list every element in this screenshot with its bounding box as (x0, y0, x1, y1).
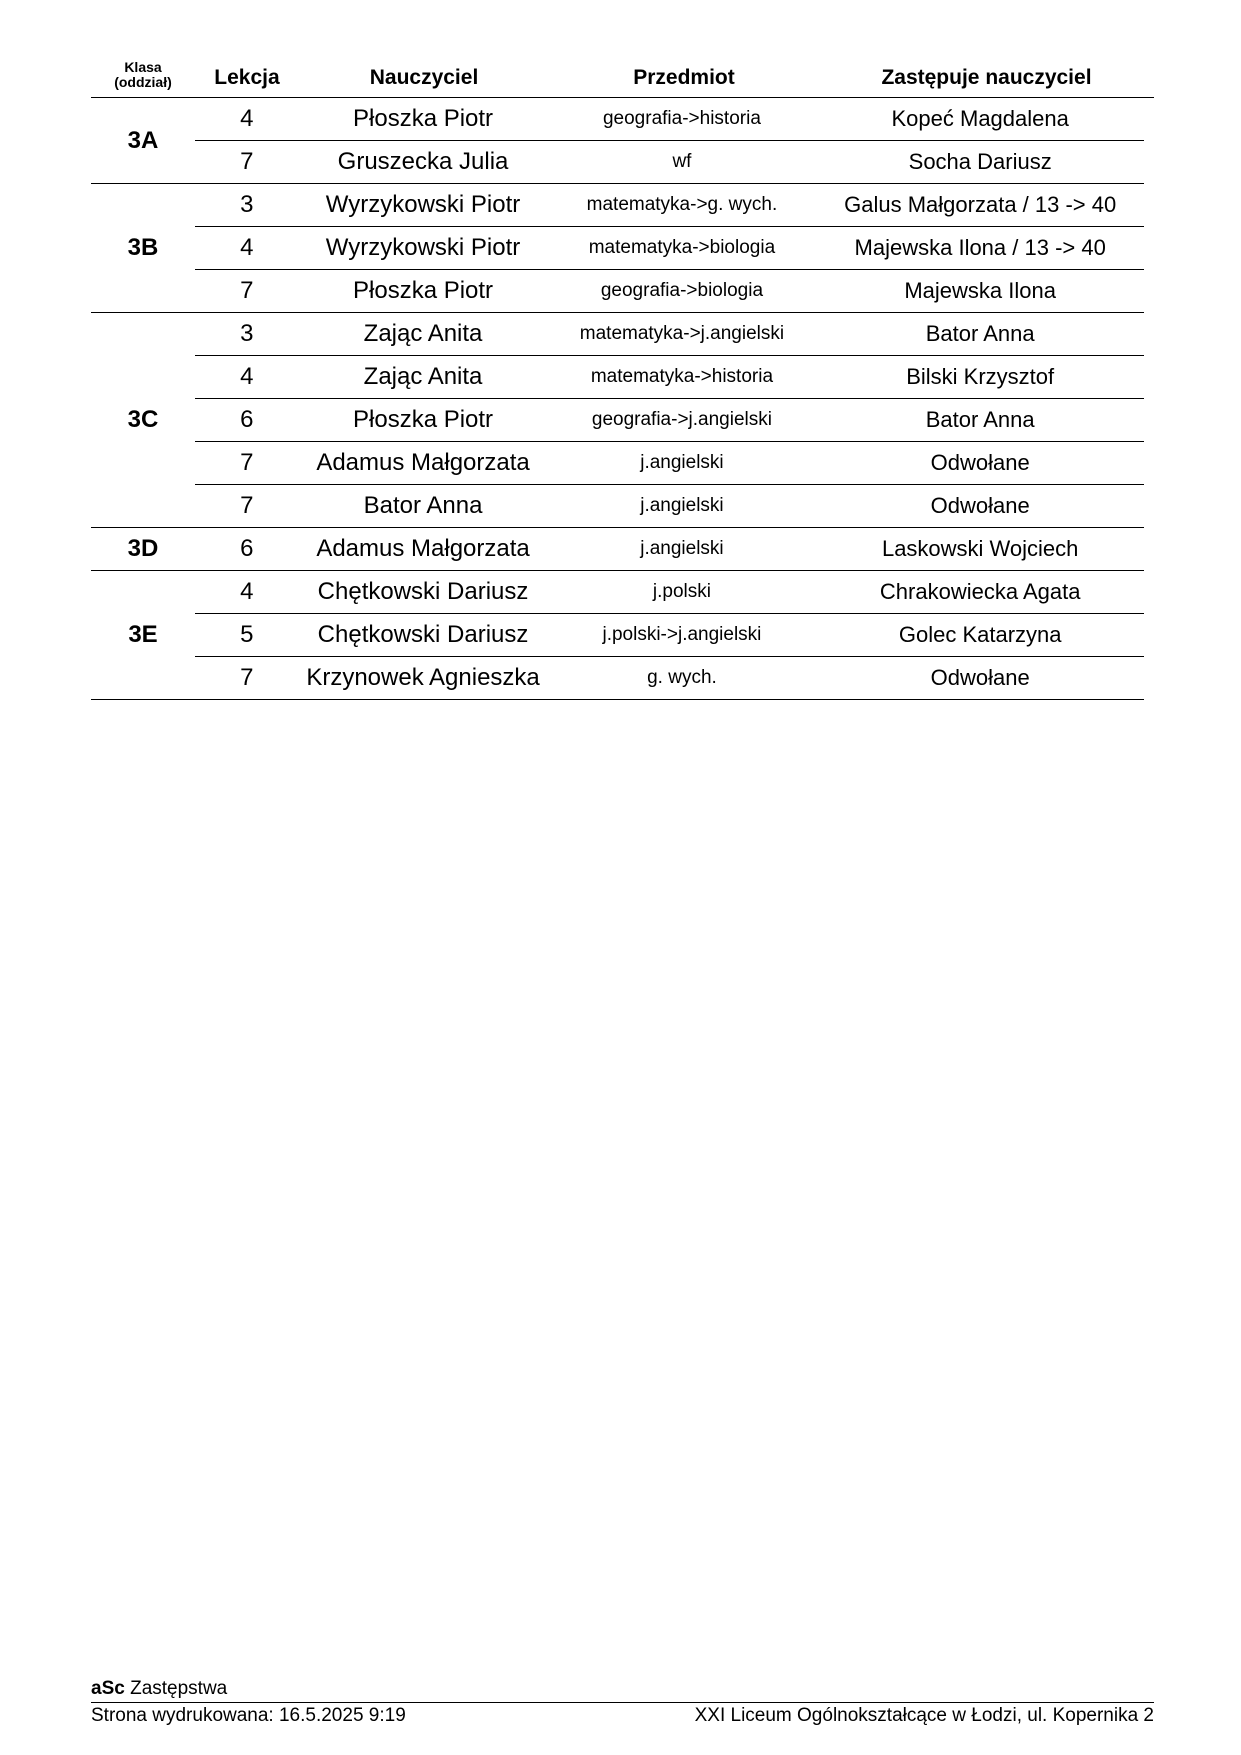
subject: matematyka->j.angielski (579, 323, 785, 344)
header-zastepuje: Zastępuje nauczyciel (881, 66, 1092, 89)
substitute-teacher: Odwołane (930, 493, 1030, 518)
subject: j.polski->j.angielski (602, 624, 762, 645)
lesson-number: 3 (240, 320, 254, 347)
teacher-name: Adamus Małgorzata (316, 449, 530, 476)
class-group (91, 571, 1144, 700)
table-header (91, 57, 1154, 98)
table-row (195, 227, 1144, 270)
substitute-teacher: Majewska Ilona (904, 278, 1056, 303)
lesson-number: 4 (240, 105, 254, 132)
lesson-number: 6 (240, 535, 254, 562)
lesson-number: 7 (240, 148, 254, 175)
substitute-teacher: Bator Anna (925, 407, 1035, 432)
lesson-number: 4 (240, 578, 254, 605)
substitute-teacher: Bilski Krzysztof (906, 364, 1055, 389)
teacher-name: Gruszecka Julia (337, 148, 509, 175)
table-row (195, 571, 1144, 614)
table-row (195, 270, 1144, 312)
lesson-number: 7 (240, 492, 254, 519)
substitute-teacher: Golec Katarzyna (898, 622, 1062, 647)
teacher-name: Płoszka Piotr (353, 406, 494, 433)
subject: matematyka->biologia (588, 237, 776, 258)
footer-school-name: XXI Liceum Ogólnokształcące w Łodzi, ul. Kopernika 2 (694, 1705, 1154, 1726)
teacher-name: Chętkowski Dariusz (317, 621, 529, 648)
class-label: 3D (127, 535, 159, 562)
subject: g. wych. (647, 667, 717, 688)
lesson-number: 5 (240, 621, 254, 648)
class-label: 3B (127, 234, 159, 261)
table-row (195, 657, 1144, 699)
table-row (195, 399, 1144, 442)
header-nauczyciel: Nauczyciel (369, 66, 479, 89)
lesson-number: 3 (240, 191, 254, 218)
substitute-teacher: Chrakowiecka Agata (879, 579, 1081, 604)
subject: geografia->j.angielski (591, 409, 772, 430)
table-row (195, 184, 1144, 227)
header-przedmiot: Przedmiot (633, 66, 735, 89)
table-row (195, 485, 1144, 527)
lesson-number: 6 (240, 406, 254, 433)
subject: j.angielski (640, 538, 724, 559)
class-group (91, 184, 1144, 313)
class-group (91, 528, 1144, 571)
substitutions-table (91, 98, 1144, 700)
lesson-number: 7 (240, 449, 254, 476)
teacher-name: Płoszka Piotr (353, 277, 494, 304)
table-row (195, 442, 1144, 485)
teacher-name: Zając Anita (363, 320, 483, 347)
subject: j.angielski (640, 452, 724, 473)
substitute-teacher: Laskowski Wojciech (881, 536, 1079, 561)
lesson-number: 4 (240, 363, 254, 390)
substitute-teacher: Odwołane (930, 450, 1030, 475)
substitute-teacher: Majewska Ilona / 13 -> 40 (854, 235, 1106, 260)
teacher-name: Adamus Małgorzata (316, 535, 530, 562)
subject: geografia->biologia (600, 280, 764, 301)
subject: matematyka->historia (590, 366, 774, 387)
footer-app-brand: aSc (91, 1678, 125, 1699)
teacher-name: Zając Anita (363, 363, 483, 390)
class-label: 3A (127, 126, 159, 154)
footer-app-title: Zastępstwa (130, 1678, 228, 1699)
lesson-number: 4 (240, 234, 254, 261)
substitute-teacher: Odwołane (930, 665, 1030, 690)
subject: matematyka->g. wych. (586, 194, 778, 215)
teacher-name: Krzynowek Agnieszka (306, 664, 540, 691)
class-label: 3E (128, 621, 158, 648)
substitute-teacher: Kopeć Magdalena (891, 106, 1069, 131)
page-footer (91, 1678, 1154, 1727)
table-row (195, 356, 1144, 399)
header-klasa: Klasa (oddział) (114, 59, 172, 90)
footer-app-name (91, 1678, 1154, 1703)
header-lekcja: Lekcja (214, 66, 280, 89)
substitute-teacher: Socha Dariusz (908, 149, 1052, 174)
class-group (91, 313, 1144, 528)
class-group (91, 98, 1144, 184)
table-row (195, 614, 1144, 657)
teacher-name: Płoszka Piotr (353, 105, 494, 132)
teacher-name: Wyrzykowski Piotr (325, 234, 521, 261)
subject: wf (672, 151, 692, 172)
substitute-teacher: Galus Małgorzata / 13 -> 40 (844, 192, 1117, 217)
table-row (195, 313, 1144, 356)
table-row (195, 528, 1144, 570)
substitute-teacher: Bator Anna (925, 321, 1035, 346)
subject: j.angielski (640, 495, 724, 516)
lesson-number: 7 (240, 277, 254, 304)
teacher-name: Chętkowski Dariusz (317, 578, 529, 605)
lesson-number: 7 (240, 664, 254, 691)
teacher-name: Wyrzykowski Piotr (325, 191, 521, 218)
footer-printed-date: Strona wydrukowana: 16.5.2025 9:19 (91, 1705, 406, 1726)
class-label: 3C (127, 406, 159, 433)
subject: j.polski (652, 581, 711, 602)
teacher-name: Bator Anna (363, 492, 483, 519)
table-row (195, 98, 1144, 141)
table-row (195, 141, 1144, 183)
subject: geografia->historia (602, 108, 761, 129)
